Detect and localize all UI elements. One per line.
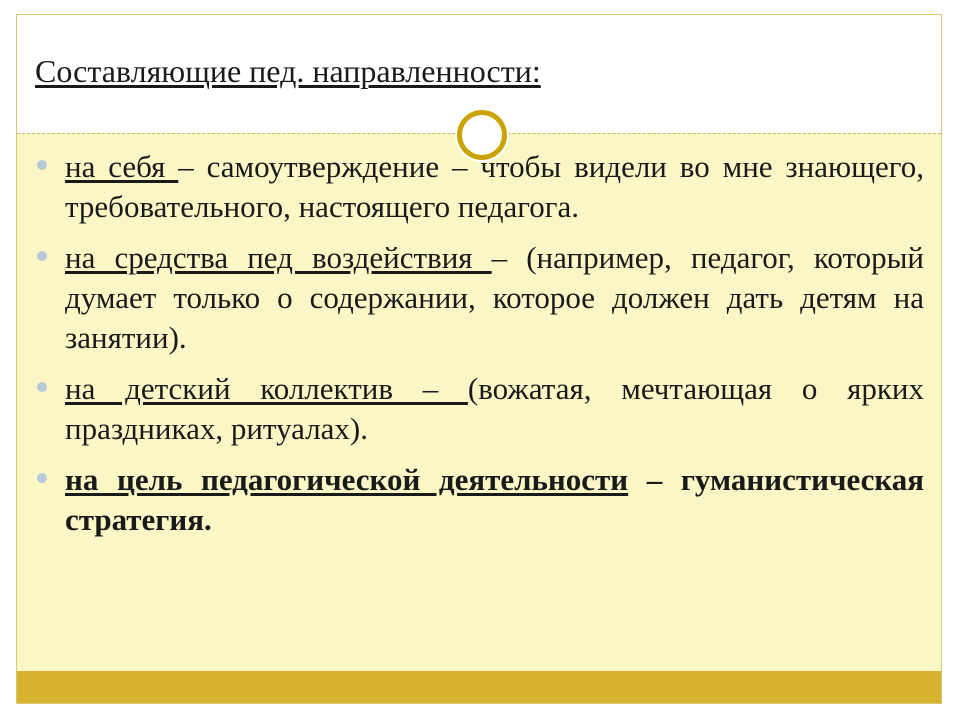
- item-text: – (например, педагог, который думает только о содержании, которое должен дать детям на занятии).: [65, 240, 925, 355]
- item-text: (вожатая, мечтающая о ярких праздниках, ритуалах).: [65, 371, 924, 446]
- list-item-collective: [35, 369, 924, 449]
- list-item-self: [35, 147, 924, 227]
- bullet-list: [35, 147, 924, 551]
- bullet-icon: [37, 473, 47, 483]
- item-key: на цель педагогической деятельности: [65, 462, 629, 497]
- bullet-icon: [37, 251, 47, 261]
- item-key: на детский коллектив –: [65, 371, 468, 406]
- item-text: – самоутверждение – чтобы видели во мне знающего, требовательного, настоящего педагога.: [65, 149, 924, 224]
- slide-title: Составляющие пед. направленности:: [35, 53, 541, 89]
- item-text: – гуманистическая стратегия.: [65, 462, 925, 537]
- bullet-icon: [37, 382, 47, 392]
- slide-frame: [16, 14, 942, 704]
- footer-bar: [17, 671, 941, 703]
- item-key: на средства пед воздействия: [65, 240, 492, 275]
- item-key: на себя: [65, 149, 179, 184]
- list-item-goal: [35, 460, 924, 540]
- list-item-means: [35, 238, 924, 358]
- bullet-icon: [37, 160, 47, 170]
